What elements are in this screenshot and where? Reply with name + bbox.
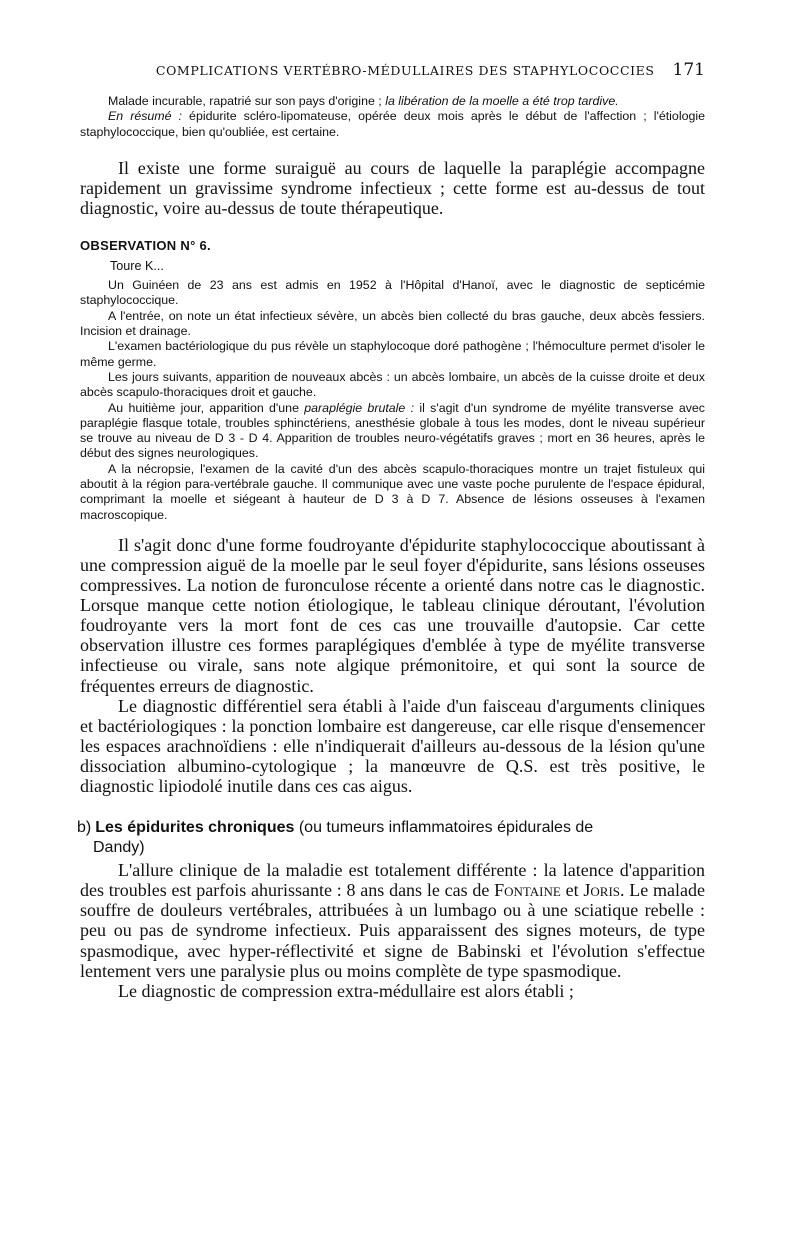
observation-title: OBSERVATION N° 6. [80,238,211,254]
last-paragraph: Le diagnostic de compression extra-médullaire est alors établi ; [118,980,574,1001]
observation-p5-start: Au huitième jour, apparition d'une [108,400,305,415]
author-fontaine: Fontaine [494,880,561,901]
case-end-text: Malade incurable, rapatrié sur son pays d'origine ; [108,94,386,108]
case-end-paragraph [80,94,705,109]
observation-p3: L'examen bactériologique du pus révèle un staphylocoque doré pathogène ; l'hémoculture permet d'isoler le même germe. [80,339,705,369]
summary-text: épidurite scléro-lipomateuse, opérée deux mois après le début de l'affection ; l'étiologie staphylococcique, bien qu'oubliée, est certaine. [80,109,705,139]
chronique-paragraph [80,860,705,981]
section-b-subtitle-cont: Dandy) [93,839,145,857]
summary-label: En résumé : [108,109,183,124]
observation-p5 [80,401,705,462]
patient-name: Toure K... [110,259,164,274]
differentiel-paragraph: Le diagnostic différentiel sera établi à l'aide d'un faisceau d'arguments cliniques et bactériologiques : la ponction lombaire est dangereuse, car elle risque d'ensemencer les espaces arachnoïdiens : elle n'indiquerait d'ailleurs au-dessous de la lésion qu'une dissociation albumino-cytologique ; la manœuvre de Q.S. est très positive, le diagnostic lipiodolé inutile dans ces cas aigus. [80,695,705,797]
section-b-title: Les épidurites chroniques [95,819,295,837]
running-title: COMPLICATIONS VERTÉBRO-MÉDULLAIRES DES STAPHYLOCOCCIES [155,63,655,78]
chronique-text-mid: et [560,880,584,901]
observation-p4: Les jours suivants, apparition de nouveaux abcès : un abcès lombaire, un abcès de la cuisse droite et deux abcès scapulo-thoraciques droit et gauche. [80,369,705,400]
observation-p5-end: il s'agit d'un syndrome de myélite transverse avec paraplégie flasque totale, troubles sphinctériens, anesthésie globale à tous les modes, dont le niveau supérieur se trouve au niveau de D 3 - D 4. Apparition de troubles neuro-végétatifs graves ; mort en 36 heures, après le début des signes neurologiques. [80,400,705,461]
foudroyante-paragraph: Il s'agit donc d'une forme foudroyante d'épidurite staphylococcique aboutissant à une compression aiguë de la moelle par le seul foyer d'épidurite, sans lésions osseuses compressives. La notion de furonculose récente a orienté dans notre cas le diagnostic. Lorsque manque cette notion étiologique, le tableau clinique déroutant, l'évolution foudroyante vers la mort font de ces cas une trouvaille d'autopsie. Car cette observation illustre ces formes paraplégiques d'emblée à type de myélite transverse infectieuse ou virale, sans note algique prémonitoire, et qui sont la source de fréquentes erreurs de diagnostic. [80,534,705,696]
author-joris: Joris [583,880,620,901]
observation-p1: Un Guinéen de 23 ans est admis en 1952 à l'Hôpital d'Hanoï, avec le diagnostic de septicémie staphylococcique. [80,278,705,308]
observation-p5-italic: paraplégie brutale : [304,400,415,415]
intro-paragraph: Il existe une forme suraiguë au cours de laquelle la paraplégie accompagne rapidement un gravissime syndrome infectieux ; cette forme est au-dessus de tout diagnostic, voire au-dessus de toute thérapeutique. [80,157,705,219]
document-page [77,60,705,1001]
observation-p2: A l'entrée, on note un état infectieux sévère, un abcès bien collecté du bras gauche, deux abcès fessiers. Incision et drainage. [80,308,705,339]
page-number: 171 [672,60,705,80]
section-b-label: b) [77,819,92,837]
running-header [80,60,705,80]
chronique-text-end: . Le malade souffre de douleurs vertébrales, attribuées à un lumbago ou à une sciatique rebelle : peu ou pas de syndrome infectieux. Puis apparaissent des signes moteurs, de type spasmodique, avec hyper-réflectivité et signe de Babinski et l'évolution s'effectue lentement vers une paralysie plus ou moins complète de type spasmodique. [80,880,705,981]
observation-p6: A la nécropsie, l'examen de la cavité d'un des abcès scapulo-thoraciques montre un trajet fistuleux qui aboutit à la région para-vertébrale gauche. Il communique avec une vaste poche purulente de l'espace épidural, comprimant la moelle et siégeant à hauteur de D 3 à D 7. Absence de lésions osseuses à l'examen macroscopique. [80,461,705,522]
chronique-text-start: L'allure clinique de la maladie est totalement différente : la latence d'apparition des troubles est parfois ahurissante : 8 ans dans le cas de [80,860,705,901]
case-end-italic: la libération de la moelle a été trop tardive. [385,94,619,108]
section-b-subtitle: (ou tumeurs inflammatoires épidurales de [294,819,594,837]
summary-paragraph [80,109,705,140]
section-b-heading [77,818,705,858]
